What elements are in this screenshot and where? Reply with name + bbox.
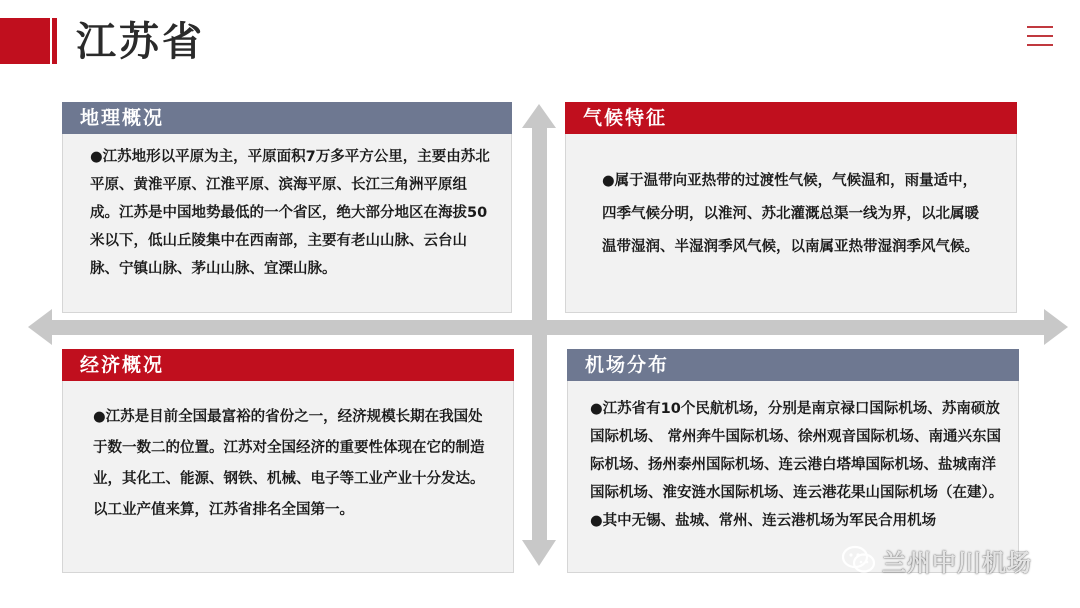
arrow-head-down bbox=[522, 540, 556, 566]
arrow-head-right bbox=[1044, 309, 1068, 345]
section-geography-text bbox=[90, 143, 490, 283]
arrow-head-up bbox=[522, 104, 556, 128]
economy-paragraph: ●江苏是目前全国最富裕的省份之一，经济规模长期在我国处于数一数二的位置。江苏对全国经济的重要性体现在它的制造业，其化工、能源、钢铁、机械、电子等工业产业十分发达。以工业产值来算，江苏省排名全国第一。 bbox=[93, 409, 485, 518]
section-airports-header: 机场分布 bbox=[567, 349, 1019, 381]
geography-paragraph: ●江苏地形以平原为主，平原面积7万多平方公里，主要由苏北平原、黄淮平原、江淮平原、滨海平原、长江三角洲平原组成。江苏是中国地势最低的一个省区，绝大部分地区在海拔50米以下，低山丘陵集中在西南部，主要有老山山脉、云台山脉、宁镇山脉、茅山山脉、宜溧山脉。 bbox=[90, 149, 490, 277]
arrow-head-left bbox=[28, 309, 52, 345]
watermark bbox=[842, 540, 1032, 580]
section-geography-header: 地理概况 bbox=[62, 102, 512, 134]
airports-paragraph-1: ●江苏省有10个民航机场，分别是南京禄口国际机场、苏南硕放国际机场、 常州奔牛国际机场、徐州观音国际机场、南通兴东国际机场、扬州泰州国际机场、连云港白塔埠国际机场、盐城南洋国际机场、淮安涟水国际机场、连云港花果山国际机场（在建）。 bbox=[590, 401, 1004, 501]
page-title: 江苏省 bbox=[76, 19, 205, 65]
section-airports-text bbox=[590, 395, 1008, 535]
horizontal-arrow-shaft bbox=[50, 320, 1046, 335]
section-economy-text bbox=[93, 402, 493, 526]
airports-paragraph-2: ●其中无锡、盐城、常州、连云港机场为军民合用机场 bbox=[590, 513, 937, 529]
section-economy-header: 经济概况 bbox=[62, 349, 514, 381]
section-climate-text bbox=[602, 165, 990, 264]
wechat-icon bbox=[842, 545, 876, 575]
climate-paragraph: ●属于温带向亚热带的过渡性气候，气候温和，雨量适中，四季气候分明，以淮河、苏北灌溉总渠一线为界，以北属暖温带湿润、半湿润季风气候，以南属亚热带湿润季风气候。 bbox=[602, 173, 979, 255]
section-climate-header: 气候特征 bbox=[565, 102, 1017, 134]
watermark-text: 兰州中川机场 bbox=[882, 548, 1032, 577]
